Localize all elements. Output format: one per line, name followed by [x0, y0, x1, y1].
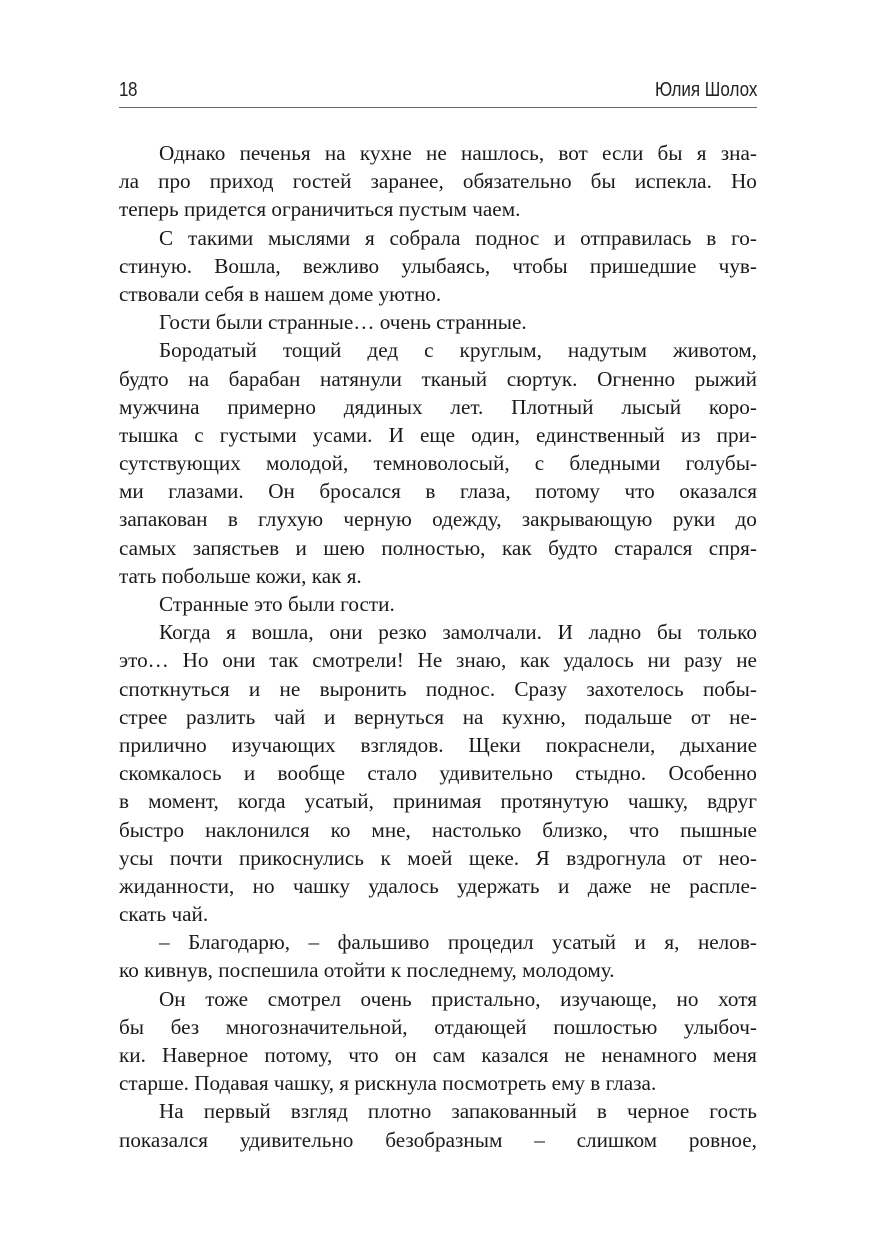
- body-text: [119, 139, 757, 1154]
- text-line: будто на барабан натянули тканый сюртук. Огненно рыжий: [119, 366, 757, 391]
- text-line: Бородатый тощий дед с круглым, надутым животом,: [159, 338, 757, 363]
- text-line: скать чай.: [119, 902, 209, 927]
- text-line: тышка с густыми усами. И еще один, единственный из при-: [119, 422, 757, 447]
- text-line: – Благодарю, – фальшиво процедил усатый и я, нелов-: [159, 930, 757, 955]
- text-line: ко кивнув, поспешила отойти к последнему, молодому.: [119, 958, 615, 983]
- text-line: мужчина примерно дядиных лет. Плотный лысый коро-: [119, 394, 757, 419]
- text-line: прилично изучающих взглядов. Щеки покраснели, дыхание: [119, 732, 757, 757]
- text-line: это… Но они так смотрели! Не знаю, как удалось ни разу не: [119, 648, 757, 673]
- text-line: Однако печенья на кухне не нашлось, вот если бы я зна-: [159, 141, 757, 165]
- text-line: ми глазами. Он бросался в глаза, потому что оказался: [119, 479, 757, 504]
- text-line: усы почти прикоснулись к моей щеке. Я вздрогнула от нео-: [119, 845, 757, 870]
- text-line: скомкалось и вообще стало удивительно стыдно. Особенно: [119, 761, 757, 786]
- text-line: ки. Наверное потому, что он сам казался не ненамного меня: [119, 1043, 757, 1067]
- text-line: стиную. Вошла, вежливо улыбаясь, чтобы пришедшие чув-: [119, 253, 757, 278]
- text-line: Он тоже смотрел очень пристально, изучающе, но хотя: [159, 986, 757, 1011]
- text-line: показался удивительно безобразным – слишком ровное,: [119, 1127, 757, 1152]
- running-head-author: Юлия Шолох: [654, 79, 757, 101]
- text-line: сутствующих молодой, темноволосый, с бледными голубы-: [119, 451, 757, 476]
- text-line: стрее разлить чай и вернуться на кухню, подальше от не-: [119, 704, 757, 729]
- running-header: [119, 79, 757, 108]
- text-line: Когда я вошла, они резко замолчали. И ладно бы только: [159, 620, 757, 645]
- text-line: споткнуться и не выронить поднос. Сразу захотелось побы-: [119, 676, 757, 701]
- text-line: в момент, когда усатый, принимая протянутую чашку, вдруг: [119, 789, 757, 814]
- text-line: самых запястьев и шею полностью, как будто старался спря-: [119, 535, 757, 560]
- text-line: тать побольше кожи, как я.: [119, 563, 362, 588]
- text-line: На первый взгляд плотно запакованный в черное гость: [159, 1099, 757, 1124]
- text-line: бы без многозначительной, отдающей пошлостью улыбоч-: [119, 1014, 757, 1039]
- text-line: Странные это были гости.: [159, 592, 395, 616]
- text-line: ла про приход гостей заранее, обязательно бы испекла. Но: [119, 169, 757, 194]
- text-line: ствовали себя в нашем доме уютно.: [119, 281, 442, 306]
- text-line: быстро наклонился ко мне, настолько близко, что пышные: [119, 817, 757, 842]
- text-line: запакован в глухую черную одежду, закрывающую руки до: [119, 507, 757, 532]
- text-line: С такими мыслями я собрала поднос и отправилась в го-: [159, 225, 757, 250]
- text-line: Гости были странные… очень странные.: [159, 310, 527, 335]
- text-line: жиданности, но чашку удалось удержать и даже не распле-: [119, 873, 757, 898]
- text-line: старше. Подавая чашку, я рискнула посмотреть ему в глаза.: [119, 1071, 657, 1096]
- text-line: теперь придется ограничиться пустым чаем.: [119, 197, 521, 222]
- page-number: 18: [119, 79, 138, 101]
